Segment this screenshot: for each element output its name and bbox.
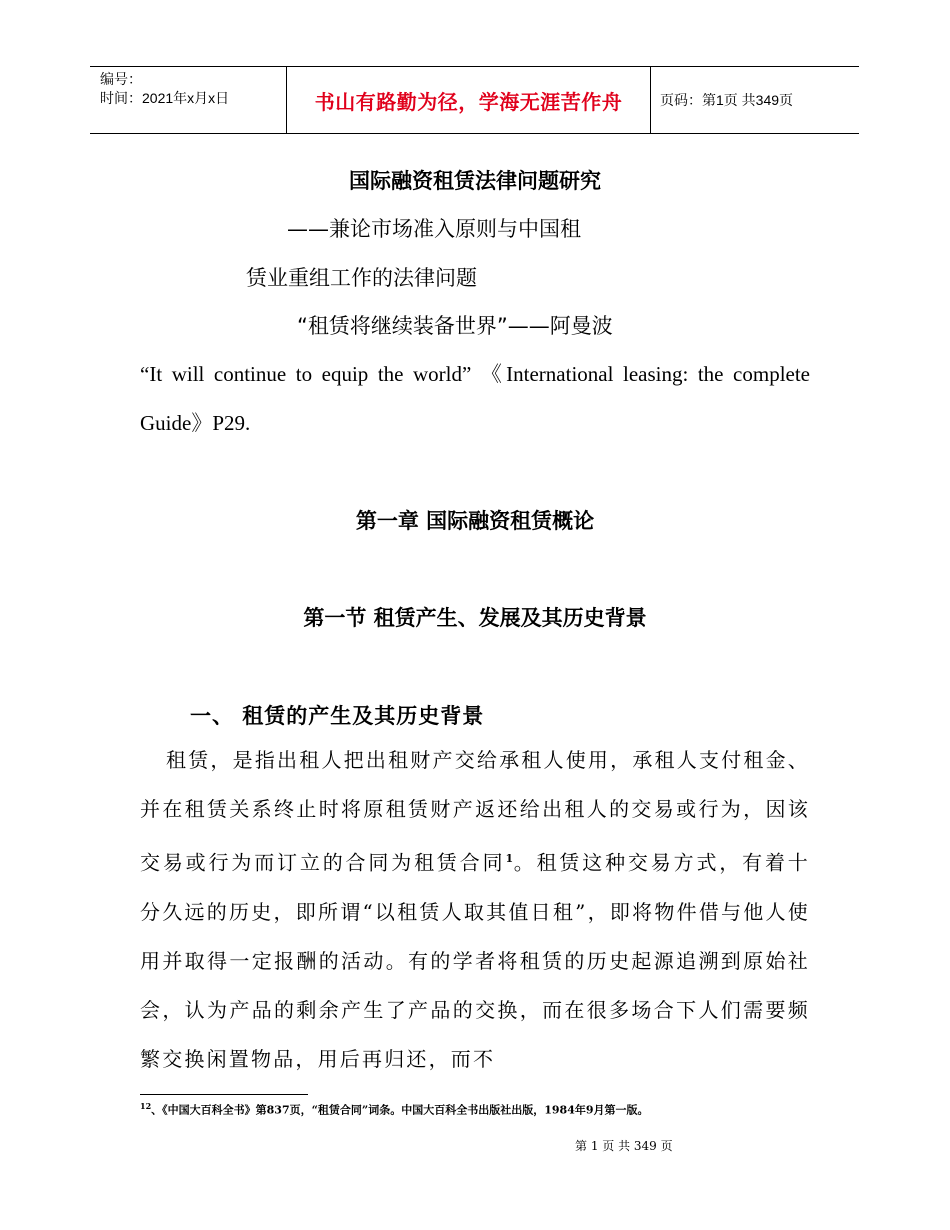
header-time-label: 时间：2021年x月x日 — [100, 90, 230, 106]
header-motto: 书山有路勤为径，学海无涯苦作舟 — [314, 89, 623, 114]
section-heading: 第一节 租赁产生、发展及其历史背景 — [303, 606, 647, 630]
footnote-text: 、《中国大百科全书》第837页，“租赁合同”词条。中国大百科全书出版社出版，1984年9月第一版。 — [151, 1103, 649, 1117]
footnote — [140, 1101, 649, 1118]
header-divider — [650, 67, 651, 133]
footnote-reference[interactable]: 1 — [505, 852, 514, 865]
document-title: 国际融资租赁法律问题研究 — [349, 169, 601, 193]
header-page-code: 页码：第1页 共349页 — [660, 92, 794, 108]
header-number-label: 编号： — [100, 71, 142, 87]
chapter-heading: 第一章 国际融资租赁概论 — [355, 509, 595, 533]
footnote-separator — [140, 1094, 308, 1095]
footnote-mark: 12 — [140, 1101, 152, 1111]
page-number: 第 1 页 共 349 页 — [575, 1139, 673, 1153]
english-quote: “It will continue to equip the world” 《International leasing: the complete Guide》P29. — [140, 362, 810, 435]
document-subtitle-line1: ——兼论市场准入原则与中国租 — [287, 217, 581, 241]
document-epigraph: “租赁将继续装备世界”——阿曼波 — [297, 314, 613, 338]
body-text-part1: 租赁，是指出租人把出租财产交给承租人使用，承租人支付租金、并在租赁关系终止时将原租赁财产返还给出租人的交易或行为，因该交易或行为而订立的合同为租赁合同 — [140, 748, 810, 875]
body-text-part2: 。租赁这种交易方式，有着十分久远的历史，即所谓“以租赁人取其值日租”，即将物件借与他人使用并取得一定报酬的活动。有的学者将租赁的历史起源追溯到原始社会，认为产品的剩余产生了产品的交换，而在很多场合下人们需要频繁交换闲置物品，用后再归还，而不 — [140, 850, 811, 1071]
header-meta — [100, 70, 229, 108]
page-header — [90, 66, 859, 134]
document-subtitle-line2: 赁业重组工作的法律问题 — [246, 266, 477, 290]
subsection-heading: 一、 租赁的产生及其历史背景 — [190, 703, 485, 728]
body-paragraph — [140, 736, 810, 1084]
